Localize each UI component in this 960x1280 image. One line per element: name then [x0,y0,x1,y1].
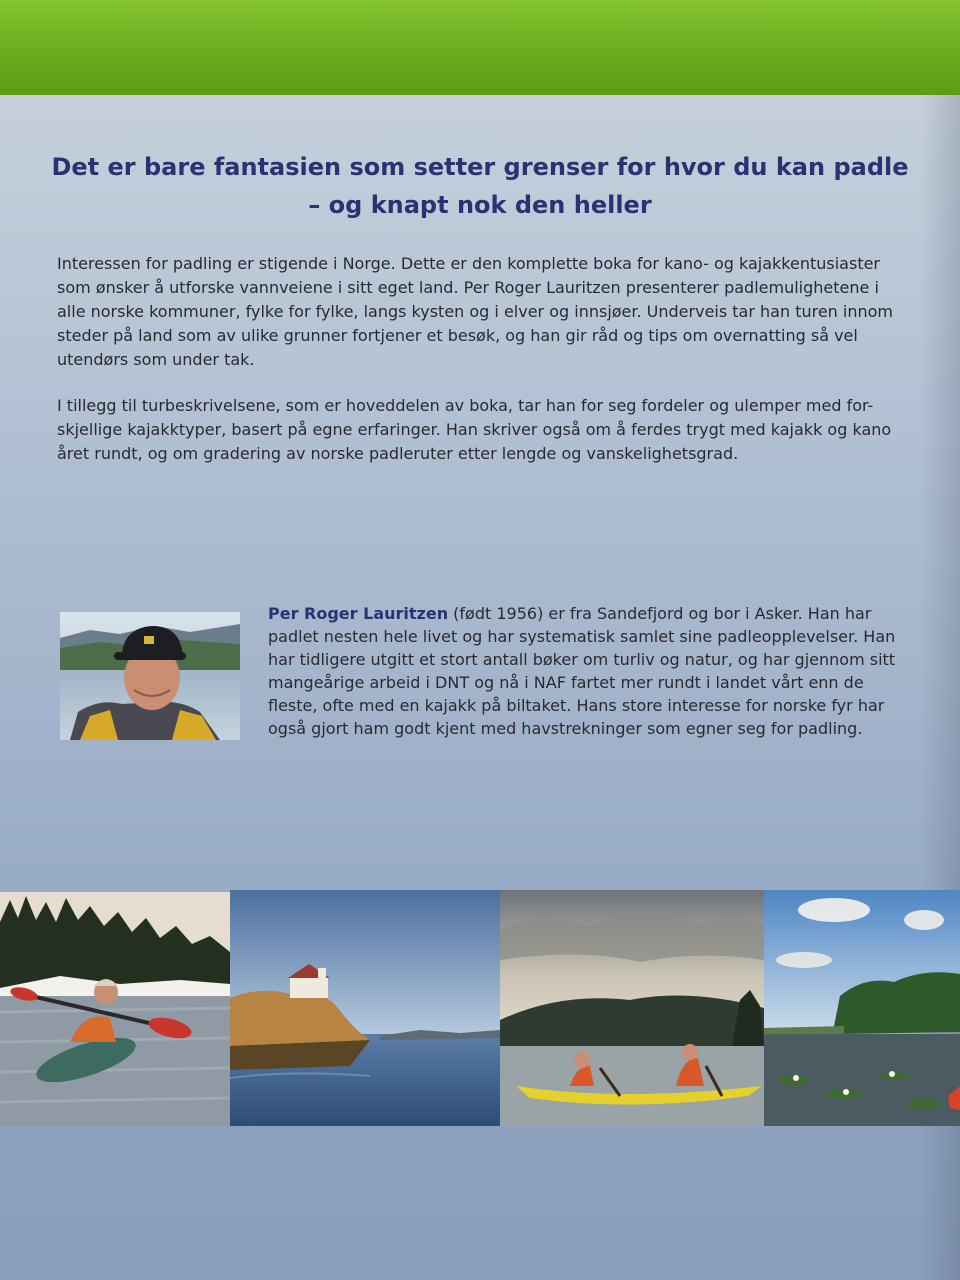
headline [40,148,920,224]
photo-canoe-lake [500,890,764,1126]
author-name: Per Roger Lauritzen [268,604,449,623]
intro-paragraph-2: I tillegg til turbeskrivelsene, som er hoveddelen av boka, tar han for seg fordeler og ulemper med for-skjellige kajakktyper, basert på egne erfaringer. Han skriver også om å ferdes trygt med kajakk og kano året rundt, og om gradering av norske padleruter etter lengde og vanskelighetsgrad. [57,396,892,463]
author-photo [60,612,240,740]
headline-line-1: Det er bare fantasien som setter grenser for hvor du kan padle [51,153,909,181]
photo-lighthouse-coast [230,890,500,1126]
intro-text [57,252,907,488]
photo-kayaker-winter [0,892,230,1126]
photo-water-lilies [764,890,960,1126]
author-bio-text: (født 1956) er fra Sandefjord og bor i Asker. Han har padlet nesten hele livet og har systematisk samlet sine padleopplevelser. Han har tidligere utgitt et stort antall bøker om turliv og natur, og har gjennom sitt mangeårige arbeid i DNT og nå i NAF fartet mer rundt i landet vårt enn de fleste, ofte med en kajakk på biltaket. Hans store interesse for norske fyr har også gjort ham godt kjent med havstrekninger som egner seg for padling. [268,604,896,738]
author-bio [268,602,908,740]
photo-strip [0,890,960,1126]
green-background-surface [0,0,960,98]
intro-paragraph-1: Interessen for padling er stigende i Norge. Dette er den komplette boka for kano- og kajakkentusiaster som ønsker å utforske vannveiene i sitt eget land. Per Roger Lauritzen presenterer padlemulighetene i alle norske kommuner, fylke for fylke, langs kysten og i elver og innsjøer. Underveis tar han turen innom steder på land som av ulike grunner fortjener et besøk, og han gir råd og tips om overnatting så vel utendørs som under tak. [57,254,894,369]
headline-line-2: – og knapt nok den heller [308,191,652,219]
